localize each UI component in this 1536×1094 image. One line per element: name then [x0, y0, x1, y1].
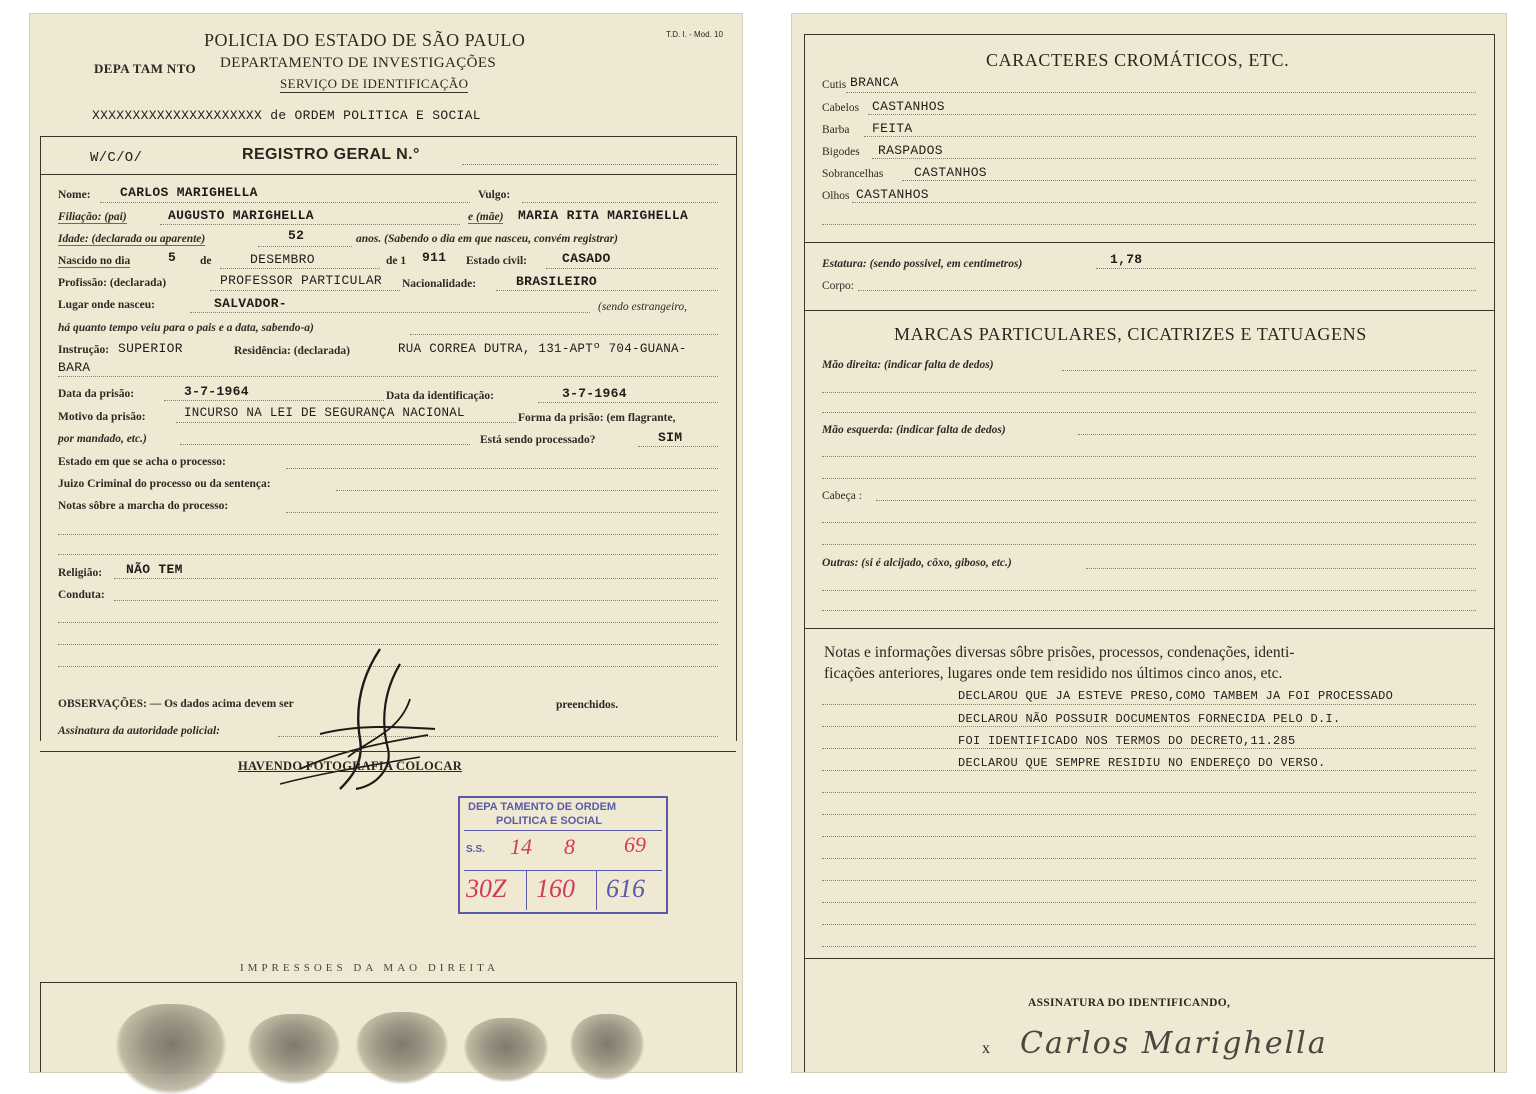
instrucao-value: SUPERIOR [118, 341, 183, 356]
profissao-label: Profissão: (declarada) [58, 277, 167, 289]
title-marcas: MARCAS PARTICULARES, CICATRIZES E TATUAGENS [894, 324, 1367, 344]
nascido-mes: DESEMBRO [250, 252, 315, 267]
data-prisao-label: Data da prisão: [58, 388, 135, 400]
lugar-label: Lugar onde nasceu: [58, 299, 155, 311]
stamp-date-month: 8 [564, 834, 575, 859]
corpo-label: Corpo: [822, 280, 854, 292]
left-page [30, 14, 742, 1072]
de1-label: de 1 [386, 255, 407, 267]
nascido-label: Nascido no dia [58, 255, 131, 267]
mandado-label: por mandado, etc.) [58, 433, 147, 445]
police-signature [260, 639, 450, 799]
forma-label: Forma da prisão: (em flagrante, [518, 412, 676, 424]
de-label: de [200, 255, 212, 267]
residencia-label: Residência: (declarada) [234, 345, 350, 357]
residencia-value: RUA CORREA DUTRA, 131-APTº 704-GUANA- [398, 342, 687, 356]
bigodes-label: Bigodes [822, 146, 860, 158]
header-servico: SERVIÇO DE IDENTIFICAÇÃO [280, 76, 469, 91]
estatura-value: 1,78 [1110, 252, 1143, 267]
estrangeiro-label: (sendo estrangeiro, [598, 301, 688, 313]
nascido-ano: 911 [422, 250, 447, 265]
header-dept-left: DEPA TAM NTO [94, 61, 197, 76]
instrucao-label: Instrução: [58, 344, 110, 356]
header-police: POLICIA DO ESTADO DE SÃO PAULO [204, 30, 526, 50]
sobrancelhas-value: CASTANHOS [914, 165, 987, 180]
fingerprint-ring [464, 1018, 548, 1082]
delegacia: XXXXXXXXXXXXXXXXXXXXX de ORDEM POLITICA E SOCIAL [92, 108, 481, 123]
stamp-num1: 30Z [466, 874, 507, 903]
religiao-value: NÃO TEM [126, 562, 183, 577]
nascido-dia: 5 [168, 250, 177, 265]
barba-value: FEITA [872, 121, 913, 136]
stamp-date-year: 69 [624, 832, 646, 857]
barba-label: Barba [822, 124, 850, 136]
processado-value: SIM [658, 430, 683, 445]
dops-stamp [458, 796, 668, 914]
estatura-label: Estatura: (sendo possivel, em centimetros) [822, 258, 1023, 270]
cabelos-label: Cabelos [822, 102, 860, 114]
nacionalidade-label: Nacionalidade: [402, 278, 477, 290]
identificando-signature: Carlos Marighella [1020, 1026, 1328, 1061]
notas-heading-line1: Notas e informações diversas sôbre prisões, processos, condenações, identi- [824, 644, 1295, 661]
pai-value: AUGUSTO MARIGHELLA [168, 208, 314, 223]
nota-3: FOI IDENTIFICADO NOS TERMOS DO DECRETO,11.285 [958, 734, 1296, 748]
motivo-label: Motivo da prisão: [58, 411, 146, 423]
profissao-value: PROFESSOR PARTICULAR [220, 273, 383, 288]
ref-code: W/C/O/ [90, 150, 143, 166]
stamp-line1: DEPA TAMENTO DE ORDEM [468, 801, 617, 813]
title-cromaticos: CARACTERES CROMÁTICOS, ETC. [986, 50, 1290, 70]
outras-label: Outras: (si é alcijado, côxo, giboso, etc.) [822, 557, 1012, 569]
cabelos-value: CASTANHOS [872, 99, 945, 114]
nota-2: DECLAROU NÃO POSSUIR DOCUMENTOS FORNECIDA PELO D.I. [958, 712, 1341, 726]
form-code: T.D. I. - Mod. 10 [666, 30, 723, 39]
olhos-value: CASTANHOS [856, 187, 929, 202]
conduta-label: Conduta: [58, 589, 105, 601]
nome-value: CARLOS MARIGHELLA [120, 185, 258, 200]
observacoes-label: OBSERVAÇÕES: — Os dados acima devem ser [58, 698, 294, 710]
estado-civil-label: Estado civil: [466, 255, 528, 267]
right-page [792, 14, 1506, 1072]
cutis-value: BRANCA [850, 75, 899, 90]
nota-1: DECLAROU QUE JA ESTEVE PRESO,COMO TAMBEM JA FOI PROCESSADO [958, 689, 1394, 703]
bigodes-value: RASPADOS [878, 143, 943, 158]
anos-label: anos. (Sabendo o dia em que nasceu, convém registrar) [356, 233, 618, 245]
motivo-value: INCURSO NA LEI DE SEGURANÇA NACIONAL [184, 406, 465, 420]
registro-geral-label: REGISTRO GERAL N.° [242, 146, 420, 163]
data-ident-label: Data da identificação: [386, 390, 494, 402]
filiacao-label: Filiação: (pai) [58, 211, 127, 223]
cabeca-label: Cabeça : [822, 490, 862, 502]
vulgo-label: Vulgo: [478, 189, 511, 201]
mae-label: e (mãe) [468, 211, 504, 223]
x-mark: x [982, 1040, 990, 1057]
processado-label: Está sendo processado? [480, 434, 596, 446]
olhos-label: Olhos [822, 190, 850, 202]
cutis-label: Cutis [822, 79, 847, 91]
nacionalidade-value: BRASILEIRO [516, 274, 598, 289]
foto-label: HAVENDO FOTOGRAFIA COLOCAR [238, 759, 463, 773]
mao-esquerda-label: Mão esquerda: (indicar falta de dedos) [822, 424, 1006, 436]
idade-value: 52 [288, 228, 305, 243]
observacoes-end: preenchidos. [556, 699, 619, 711]
mao-direita-label: Mão direita: (indicar falta de dedos) [822, 359, 994, 371]
fingerprint-little [570, 1014, 644, 1080]
fingerprint-index [248, 1014, 340, 1084]
sobrancelhas-label: Sobrancelhas [822, 168, 884, 180]
fingerprint-thumb [116, 1004, 226, 1094]
data-ident-value: 3-7-1964 [562, 386, 627, 401]
estado-civil-value: CASADO [562, 251, 611, 266]
assinatura-label: Assinatura da autoridade policial: [58, 725, 220, 737]
mae-value: MARIA RITA MARIGHELLA [518, 208, 689, 223]
stamp-line2: POLITICA E SOCIAL [496, 815, 602, 827]
header-dept: DEPARTAMENTO DE INVESTIGAÇÕES [220, 55, 497, 71]
nome-label: Nome: [58, 189, 91, 201]
stamp-ss: S.S. [466, 844, 485, 855]
juizo-label: Juizo Criminal do processo ou da sentença: [58, 478, 271, 490]
assinatura-identificando-label: ASSINATURA DO IDENTIFICANDO, [1028, 997, 1231, 1009]
religiao-label: Religião: [58, 567, 103, 579]
impressoes-label: IMPRESSOES DA MAO DIREITA [240, 962, 499, 974]
notas-label: Notas sôbre a marcha do processo: [58, 500, 229, 512]
residencia-value2: BARA [58, 360, 91, 375]
data-prisao-value: 3-7-1964 [184, 384, 249, 399]
lugar-value: SALVADOR- [214, 296, 287, 311]
idade-label: Idade: (declarada ou aparente) [58, 233, 206, 245]
notas-heading-line2: ficações anteriores, lugares onde tem residido nos últimos cinco anos, etc. [824, 665, 1283, 682]
stamp-num2: 160 [536, 874, 575, 903]
fingerprint-middle [356, 1012, 448, 1084]
stamp-date-day: 14 [510, 834, 532, 859]
tempo-label: há quanto tempo veiu para o pais e a data, sabendo-a) [58, 322, 314, 334]
stamp-num3: 616 [606, 874, 645, 903]
nota-4: DECLAROU QUE SEMPRE RESIDIU NO ENDEREÇO DO VERSO. [958, 756, 1326, 770]
estado-processo-label: Estado em que se acha o processo: [58, 456, 226, 468]
